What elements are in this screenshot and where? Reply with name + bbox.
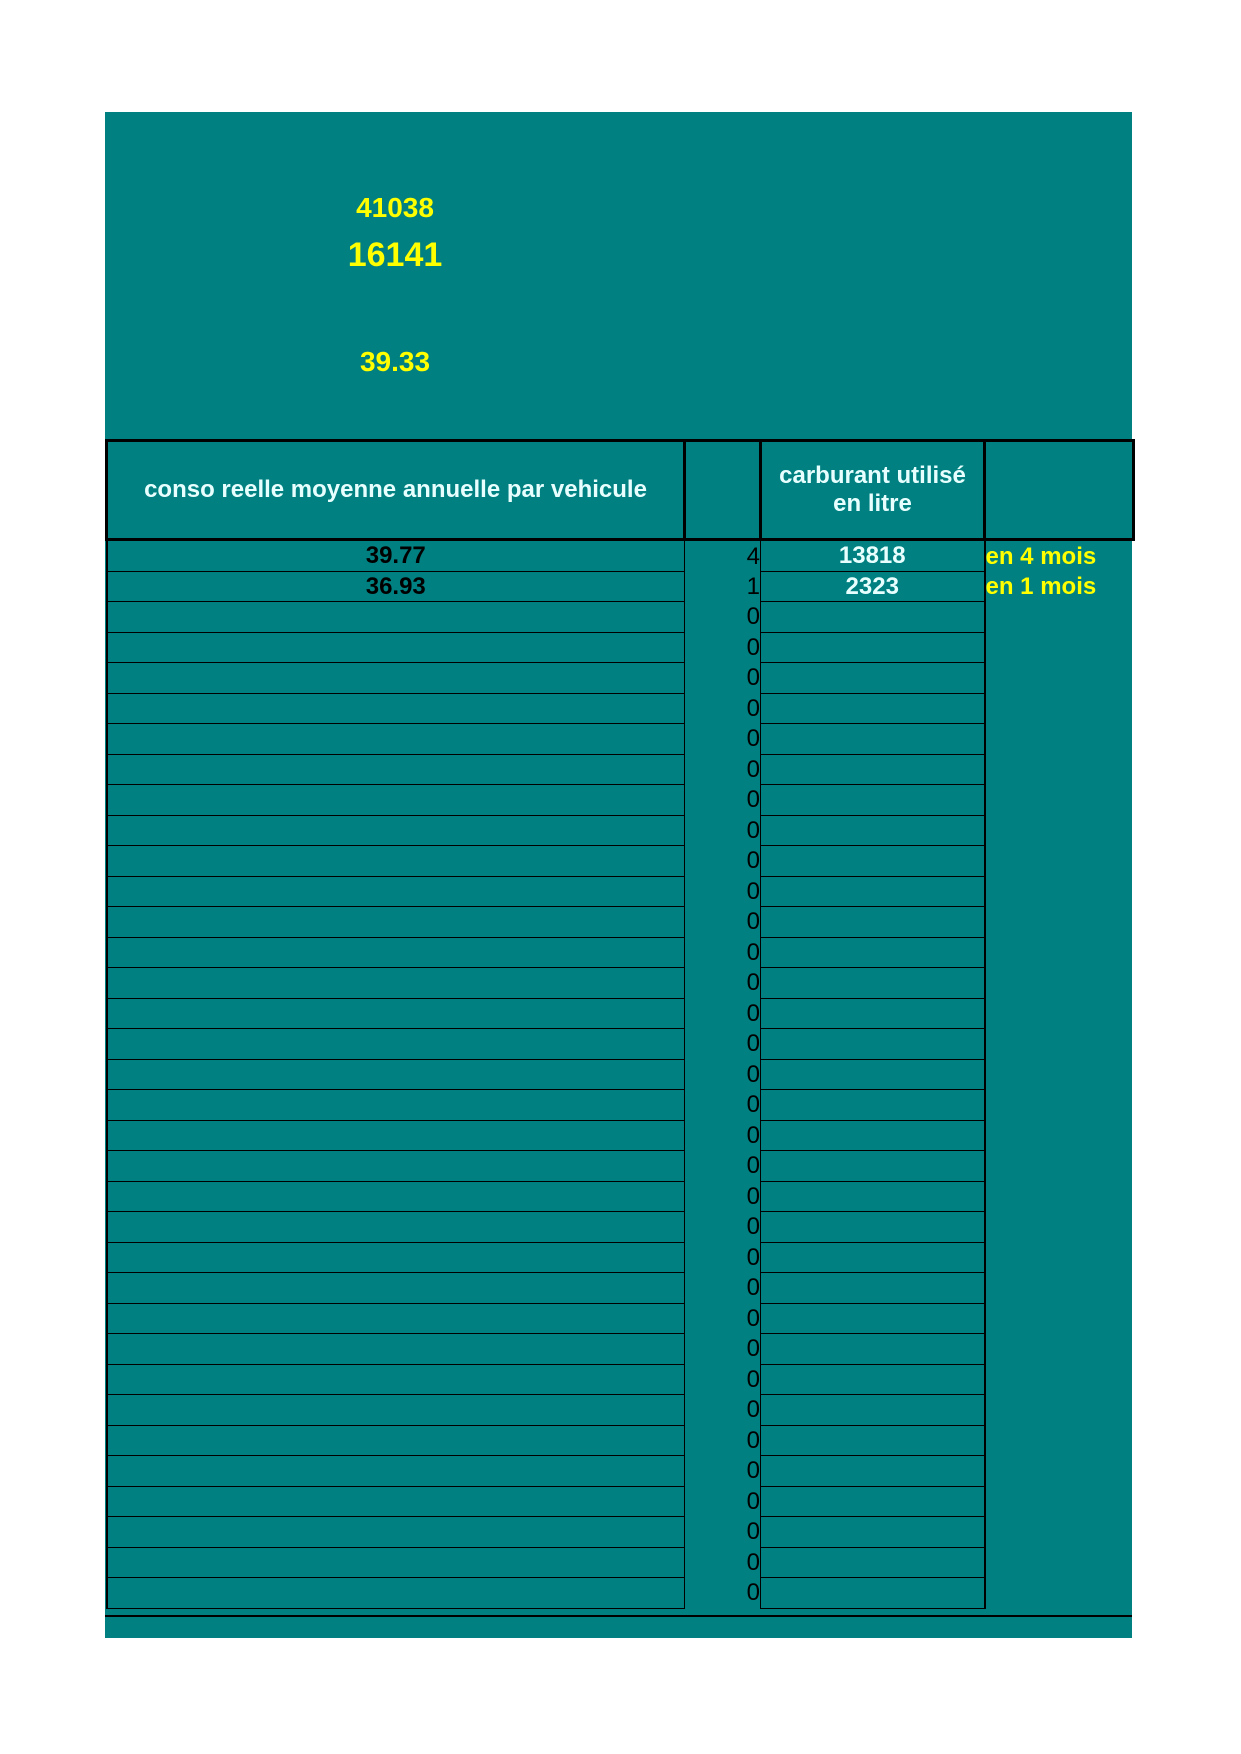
months-cell[interactable]: 0 (746, 1243, 760, 1271)
months-cell[interactable]: 0 (746, 969, 760, 997)
conso-cell[interactable] (107, 1334, 685, 1365)
conso-cell[interactable] (107, 602, 685, 633)
conso-cell[interactable]: 36.93 (107, 571, 685, 602)
table-row (107, 1486, 1134, 1517)
note-cell[interactable] (985, 815, 1134, 846)
note-cell[interactable] (985, 907, 1134, 938)
note-cell[interactable] (985, 1578, 1134, 1609)
conso-cell[interactable] (107, 1578, 685, 1609)
conso-cell[interactable] (107, 632, 685, 663)
table-row (107, 1334, 1134, 1365)
note-cell[interactable] (985, 876, 1134, 907)
months-cell[interactable]: 0 (746, 1426, 760, 1454)
months-cell[interactable]: 0 (746, 938, 760, 966)
table-row (107, 937, 1134, 968)
header-conso[interactable]: conso reelle moyenne annuelle par vehicule (107, 441, 685, 540)
months-cell[interactable]: 0 (746, 1121, 760, 1149)
note-cell[interactable] (985, 846, 1134, 877)
months-cell[interactable]: 0 (746, 1548, 760, 1576)
note-cell[interactable] (985, 1273, 1134, 1304)
months-cell[interactable]: 0 (746, 1487, 760, 1515)
fuel-cell[interactable] (761, 1334, 985, 1365)
note-cell[interactable] (985, 754, 1134, 785)
conso-cell[interactable] (107, 1212, 685, 1243)
months-cell[interactable]: 0 (746, 1274, 760, 1302)
conso-cell[interactable] (107, 663, 685, 694)
conso-cell[interactable] (107, 1151, 685, 1182)
table-row (107, 1517, 1134, 1548)
months-cell[interactable]: 0 (746, 755, 760, 783)
fuel-cell[interactable] (761, 846, 985, 877)
conso-cell[interactable] (107, 1395, 685, 1426)
fuel-cell[interactable] (761, 1578, 985, 1609)
table-row (107, 1090, 1134, 1121)
fuel-cell[interactable] (761, 1517, 985, 1548)
conso-cell[interactable] (107, 1273, 685, 1304)
conso-cell[interactable] (107, 815, 685, 846)
conso-cell[interactable] (107, 968, 685, 999)
table-row (107, 907, 1134, 938)
table-row (107, 1242, 1134, 1273)
months-cell[interactable]: 0 (746, 725, 760, 753)
table-row (107, 846, 1134, 877)
note-cell[interactable]: en 4 mois (985, 542, 1097, 570)
fuel-cell[interactable] (761, 1303, 985, 1334)
note-cell[interactable] (985, 937, 1134, 968)
months-cell[interactable]: 0 (746, 877, 760, 905)
spreadsheet-area (105, 112, 1132, 1638)
summary-value-2: 16141 (347, 236, 443, 274)
header-fuel[interactable] (761, 441, 985, 540)
table-row (107, 1303, 1134, 1334)
months-cell[interactable]: 1 (746, 572, 760, 600)
conso-cell[interactable] (107, 998, 685, 1029)
months-cell[interactable]: 0 (746, 1518, 760, 1546)
bottom-border (105, 1615, 1132, 1617)
fuel-cell[interactable] (761, 937, 985, 968)
conso-cell[interactable] (107, 1486, 685, 1517)
table-row (107, 1212, 1134, 1243)
fuel-cell[interactable] (761, 1120, 985, 1151)
conso-cell[interactable] (107, 1364, 685, 1395)
conso-cell[interactable]: 39.77 (107, 540, 685, 572)
conso-cell[interactable] (107, 1303, 685, 1334)
conso-cell[interactable] (107, 1547, 685, 1578)
note-cell[interactable] (985, 1181, 1134, 1212)
months-cell[interactable]: 0 (746, 664, 760, 692)
fuel-cell[interactable] (761, 876, 985, 907)
note-cell[interactable] (985, 968, 1134, 999)
table-row (107, 724, 1134, 755)
note-cell[interactable] (985, 1395, 1134, 1426)
consumption-table (105, 439, 1135, 1609)
fuel-cell[interactable] (761, 968, 985, 999)
table-row (107, 663, 1134, 694)
note-cell[interactable] (985, 1242, 1134, 1273)
conso-cell[interactable] (107, 907, 685, 938)
note-cell[interactable] (985, 1303, 1134, 1334)
header-fuel-line1: carburant utilisé (779, 462, 966, 489)
header-fuel-line2: en litre (833, 490, 912, 517)
fuel-cell[interactable] (761, 1547, 985, 1578)
fuel-cell[interactable] (761, 1090, 985, 1121)
months-cell[interactable]: 0 (746, 1213, 760, 1241)
fuel-cell[interactable] (761, 815, 985, 846)
fuel-cell[interactable] (761, 1242, 985, 1273)
table-row (107, 998, 1134, 1029)
note-cell[interactable] (985, 1486, 1134, 1517)
months-cell[interactable]: 0 (746, 1152, 760, 1180)
note-cell[interactable] (985, 693, 1134, 724)
conso-cell[interactable] (107, 785, 685, 816)
note-cell[interactable] (985, 1517, 1134, 1548)
months-cell[interactable]: 0 (746, 1060, 760, 1088)
months-cell[interactable]: 0 (746, 999, 760, 1027)
fuel-cell[interactable] (761, 602, 985, 633)
header-row (107, 441, 1134, 540)
fuel-cell[interactable] (761, 998, 985, 1029)
table-row (107, 1181, 1134, 1212)
fuel-cell[interactable] (761, 724, 985, 755)
months-cell[interactable]: 0 (746, 694, 760, 722)
note-cell[interactable] (985, 1425, 1134, 1456)
conso-cell[interactable] (107, 1120, 685, 1151)
note-cell[interactable] (985, 1364, 1134, 1395)
conso-cell[interactable] (107, 1090, 685, 1121)
note-cell[interactable] (985, 724, 1134, 755)
fuel-cell[interactable]: 2323 (761, 571, 985, 602)
table-row (107, 1547, 1134, 1578)
table-row (107, 1120, 1134, 1151)
note-cell[interactable] (985, 632, 1134, 663)
conso-cell[interactable] (107, 876, 685, 907)
table-row (107, 1273, 1134, 1304)
table-row (107, 968, 1134, 999)
months-cell[interactable]: 4 (746, 542, 760, 570)
note-cell[interactable]: en 1 mois (985, 572, 1097, 600)
months-cell[interactable]: 0 (746, 1365, 760, 1393)
table-row (107, 571, 1134, 602)
fuel-cell[interactable] (761, 1029, 985, 1060)
table-row (107, 785, 1134, 816)
table-row (107, 540, 1134, 572)
months-cell[interactable]: 0 (746, 786, 760, 814)
conso-cell[interactable] (107, 754, 685, 785)
table-row (107, 815, 1134, 846)
note-cell[interactable] (985, 602, 1134, 633)
fuel-cell[interactable] (761, 785, 985, 816)
note-cell[interactable] (985, 998, 1134, 1029)
summary-value-3: 39.33 (359, 346, 431, 377)
table-row (107, 754, 1134, 785)
conso-cell[interactable] (107, 1059, 685, 1090)
table-row (107, 1395, 1134, 1426)
note-cell[interactable] (985, 1059, 1134, 1090)
conso-cell[interactable] (107, 937, 685, 968)
table-row (107, 632, 1134, 663)
note-cell[interactable] (985, 663, 1134, 694)
table-row (107, 693, 1134, 724)
fuel-cell[interactable] (761, 1181, 985, 1212)
months-cell[interactable]: 0 (746, 1579, 760, 1607)
table-row (107, 1029, 1134, 1060)
conso-cell[interactable] (107, 1181, 685, 1212)
table-row (107, 1059, 1134, 1090)
table-row (107, 876, 1134, 907)
months-cell[interactable]: 0 (746, 1091, 760, 1119)
fuel-cell[interactable] (761, 663, 985, 694)
months-cell[interactable]: 0 (746, 633, 760, 661)
fuel-cell[interactable] (761, 693, 985, 724)
months-cell[interactable]: 0 (746, 1304, 760, 1332)
fuel-cell[interactable] (761, 907, 985, 938)
months-cell[interactable]: 0 (746, 1457, 760, 1485)
months-cell[interactable]: 0 (746, 816, 760, 844)
conso-cell[interactable] (107, 1425, 685, 1456)
conso-cell[interactable] (107, 693, 685, 724)
fuel-cell[interactable] (761, 632, 985, 663)
conso-cell[interactable] (107, 724, 685, 755)
conso-cell[interactable] (107, 1456, 685, 1487)
months-cell[interactable]: 0 (746, 1335, 760, 1363)
fuel-cell[interactable]: 13818 (761, 540, 985, 572)
table-row (107, 1456, 1134, 1487)
note-cell[interactable] (985, 1547, 1134, 1578)
table-row (107, 1151, 1134, 1182)
summary-value-1: 41038 (356, 192, 434, 223)
table-body (107, 540, 1134, 1609)
note-cell[interactable] (985, 1212, 1134, 1243)
note-cell[interactable] (985, 1090, 1134, 1121)
conso-cell[interactable] (107, 1242, 685, 1273)
note-cell[interactable] (985, 1334, 1134, 1365)
fuel-cell[interactable] (761, 1364, 985, 1395)
months-cell[interactable]: 0 (746, 603, 760, 631)
months-cell[interactable]: 0 (746, 1396, 760, 1424)
note-cell[interactable] (985, 785, 1134, 816)
header-note[interactable] (985, 441, 1134, 540)
fuel-cell[interactable] (761, 1273, 985, 1304)
months-cell[interactable]: 0 (746, 908, 760, 936)
conso-cell[interactable] (107, 1029, 685, 1060)
table-row (107, 602, 1134, 633)
fuel-cell[interactable] (761, 1212, 985, 1243)
table-row (107, 1364, 1134, 1395)
header-months[interactable] (685, 441, 761, 540)
fuel-cell[interactable] (761, 1151, 985, 1182)
fuel-cell[interactable] (761, 1486, 985, 1517)
note-cell[interactable] (985, 1456, 1134, 1487)
note-cell[interactable] (985, 1151, 1134, 1182)
months-cell[interactable]: 0 (746, 1030, 760, 1058)
fuel-cell[interactable] (761, 1059, 985, 1090)
table-row (107, 1578, 1134, 1609)
fuel-cell[interactable] (761, 754, 985, 785)
fuel-cell[interactable] (761, 1456, 985, 1487)
fuel-cell[interactable] (761, 1395, 985, 1426)
months-cell[interactable]: 0 (746, 1182, 760, 1210)
conso-cell[interactable] (107, 1517, 685, 1548)
note-cell[interactable] (985, 1029, 1134, 1060)
conso-cell[interactable] (107, 846, 685, 877)
note-cell[interactable] (985, 1120, 1134, 1151)
months-cell[interactable]: 0 (746, 847, 760, 875)
table-row (107, 1425, 1134, 1456)
fuel-cell[interactable] (761, 1425, 985, 1456)
